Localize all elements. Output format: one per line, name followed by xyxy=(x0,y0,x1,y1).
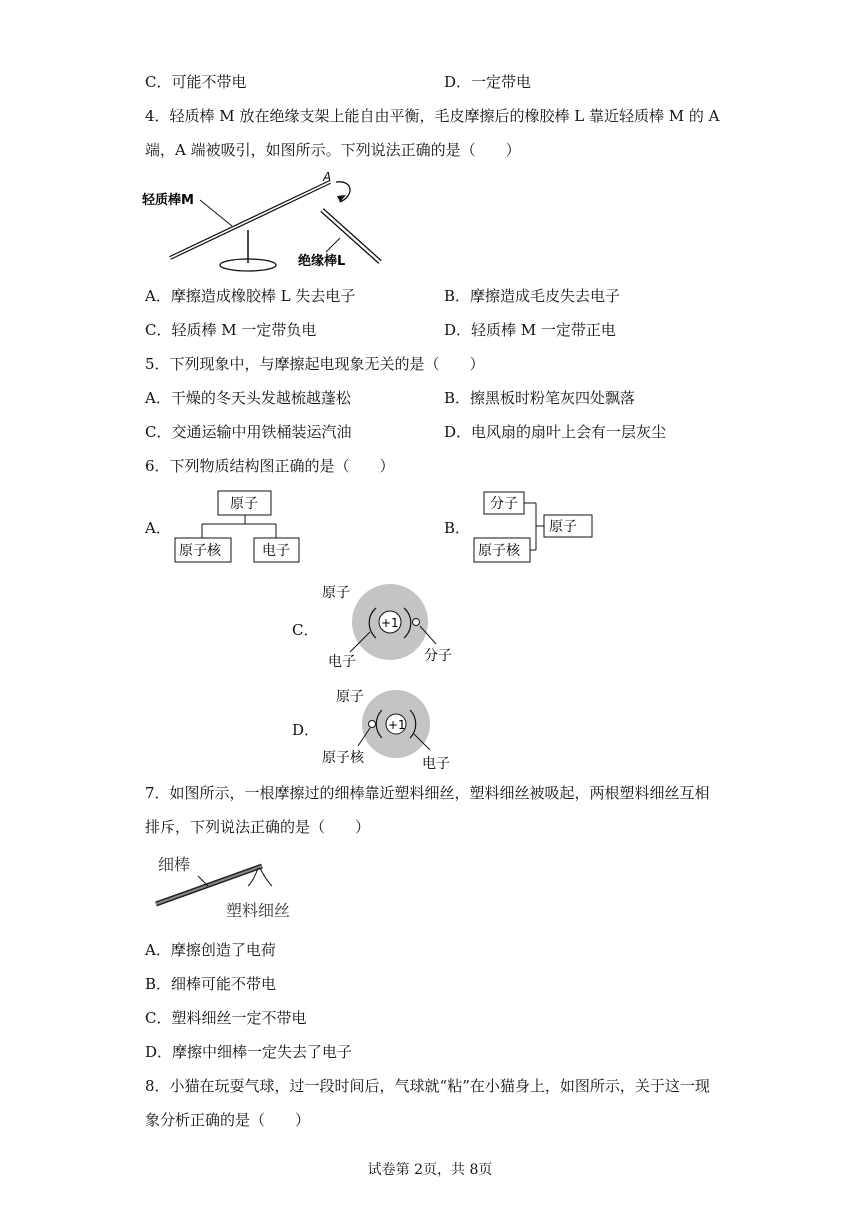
svg-text:电子: 电子 xyxy=(262,543,290,559)
electron-dot xyxy=(413,619,420,626)
label-rod-l: 绝缘棒L xyxy=(298,254,346,269)
q7-option-d: D．摩擦中细棒一定失去了电子 xyxy=(145,1043,353,1061)
q4-option-b: B．摩擦造成毛皮失去电子 xyxy=(444,287,621,305)
q7-option-b: B．细棒可能不带电 xyxy=(145,975,277,993)
svg-text:原子: 原子 xyxy=(230,496,258,512)
q4-stem-line1: 4．轻质棒 M 放在绝缘支架上能自由平衡，毛皮摩擦后的橡胶棒 L 靠近轻质棒 M 的 A xyxy=(145,107,720,125)
q7-figure-rod-and-threads xyxy=(150,850,310,926)
q4-option-d: D．轻质棒 M 一定带正电 xyxy=(444,321,616,339)
curved-arrow-icon xyxy=(336,182,350,202)
q4-option-a: A．摩擦造成橡胶棒 L 失去电子 xyxy=(145,287,356,305)
electron-dot xyxy=(369,721,376,728)
svg-text:电子: 电子 xyxy=(422,756,450,772)
q5-option-c: C．交通运输中用铁桶装运汽油 xyxy=(145,423,352,441)
svg-text:原子核: 原子核 xyxy=(179,543,221,559)
q7-stem-line2: 排斥，下列说法正确的是（ ） xyxy=(145,818,371,836)
q6-option-b-diagram xyxy=(470,486,600,566)
svg-text:+1: +1 xyxy=(388,718,406,732)
plastic-thread-2 xyxy=(260,868,272,886)
q3-option-d: D．一定带电 xyxy=(444,73,532,91)
q6-option-c-diagram xyxy=(318,580,468,672)
q6-option-d-label: D． xyxy=(292,721,320,739)
q7-stem-line1: 7．如图所示，一根摩擦过的细棒靠近塑料细丝，塑料细丝被吸起，两根塑料细丝互相 xyxy=(145,784,710,802)
page-footer: 试卷第 2页，共 8页 xyxy=(367,1162,493,1178)
q5-option-a: A．干燥的冬天头发越梳越蓬松 xyxy=(145,389,351,407)
q4-option-c: C．轻质棒 M 一定带负电 xyxy=(145,321,317,339)
label-end-a: A xyxy=(323,170,332,184)
q8-stem-line2: 象分析正确的是（ ） xyxy=(145,1111,311,1129)
q6-option-d-diagram xyxy=(318,684,468,776)
svg-text:原子核: 原子核 xyxy=(322,750,364,766)
svg-text:+1: +1 xyxy=(381,616,399,630)
svg-text:原子核: 原子核 xyxy=(478,543,520,559)
q6-option-c-label: C． xyxy=(292,621,319,639)
svg-text:分子: 分子 xyxy=(424,648,452,664)
q6-option-a-diagram xyxy=(170,486,310,566)
q5-stem: 5．下列现象中，与摩擦起电现象无关的是（ ） xyxy=(145,355,485,373)
svg-text:分子: 分子 xyxy=(490,496,518,512)
svg-text:电子: 电子 xyxy=(328,654,356,670)
q4-figure-rods xyxy=(140,168,400,278)
label-rod: 细棒 xyxy=(158,855,191,874)
q6-stem: 6．下列物质结构图正确的是（ ） xyxy=(145,457,395,475)
q6-option-b-label: B． xyxy=(444,519,471,537)
svg-text:原子: 原子 xyxy=(322,585,350,601)
label-rod-m: 轻质棒M xyxy=(142,193,194,208)
q6-option-a-label: A． xyxy=(145,519,171,537)
q7-option-c: C．塑料细丝一定不带电 xyxy=(145,1009,307,1027)
q5-option-d: D．电风扇的扇叶上会有一层灰尘 xyxy=(444,423,667,441)
label-thread: 塑料细丝 xyxy=(226,901,291,920)
q3-option-c: C．可能不带电 xyxy=(145,73,247,91)
q5-option-b: B．擦黑板时粉笔灰四处飘落 xyxy=(444,389,636,407)
svg-text:原子: 原子 xyxy=(549,519,577,535)
q4-stem-line2: 端，A 端被吸引，如图所示。下列说法正确的是（ ） xyxy=(145,141,521,159)
svg-text:原子: 原子 xyxy=(336,689,364,705)
q7-option-a: A．摩擦创造了电荷 xyxy=(145,941,276,959)
q8-stem-line1: 8．小猫在玩耍气球，过一段时间后，气球就“粘”在小猫身上，如图所示，关于这一现 xyxy=(145,1077,710,1095)
